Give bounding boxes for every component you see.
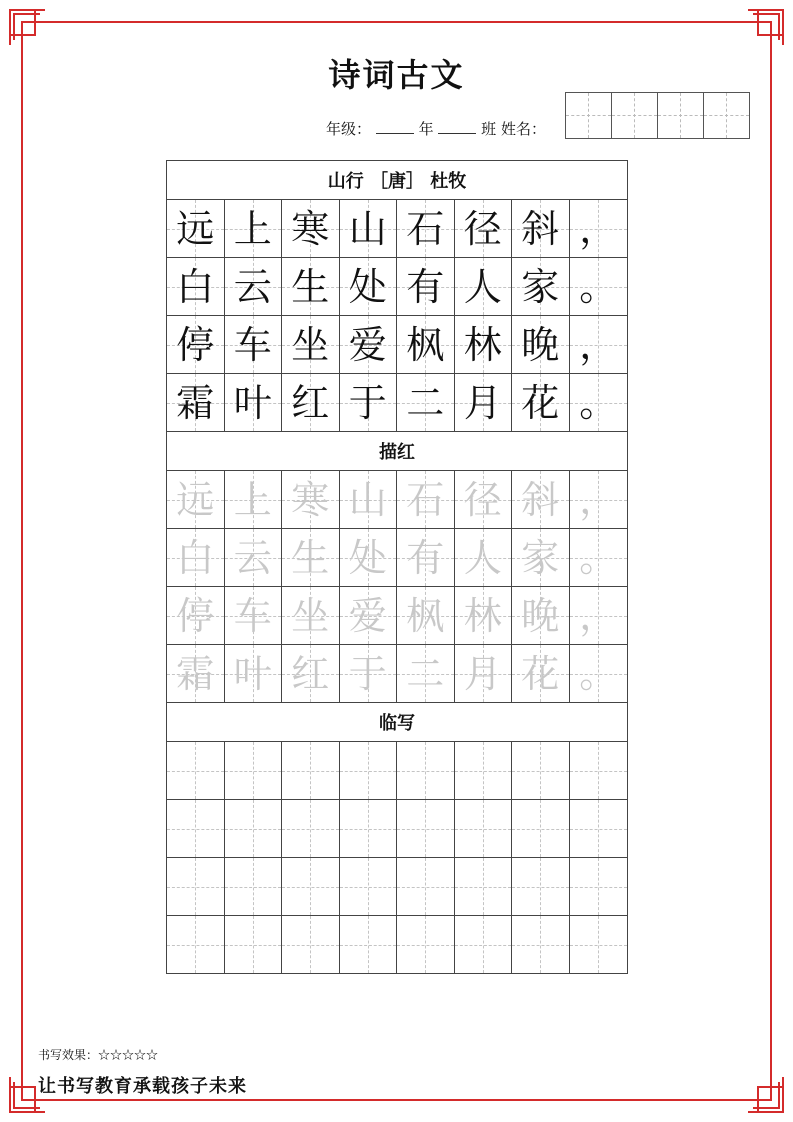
year-label: 年 (418, 120, 434, 138)
trace-cell[interactable] (340, 587, 398, 644)
trace-cell[interactable] (282, 471, 340, 528)
poem-cell (225, 316, 283, 373)
copy-cell[interactable] (225, 858, 283, 915)
trace-header: 描红 (167, 431, 627, 471)
poem-char: 停 (176, 322, 215, 367)
trace-char: 叶 (233, 651, 272, 696)
name-label: 姓名： (500, 120, 546, 138)
trace-char: 云 (233, 535, 272, 580)
copy-cell[interactable] (397, 742, 455, 799)
poem-row (167, 374, 627, 431)
poem-char: 山 (348, 206, 387, 251)
trace-cell[interactable] (282, 587, 340, 644)
poem-cell (397, 200, 455, 257)
trace-char: 白 (176, 535, 215, 580)
copy-cell[interactable] (225, 800, 283, 857)
copy-cell[interactable] (225, 916, 283, 973)
poem-cell (397, 316, 455, 373)
name-cell[interactable] (658, 93, 704, 139)
poem-char: 坐 (291, 322, 330, 367)
trace-char: 。 (579, 535, 618, 580)
poem-cell (282, 258, 340, 315)
trace-cell[interactable] (397, 587, 455, 644)
poem-cell (512, 258, 570, 315)
trace-cell[interactable] (225, 587, 283, 644)
trace-cell[interactable] (570, 471, 628, 528)
poem-cell (512, 200, 570, 257)
poem-cell (282, 316, 340, 373)
trace-char: 爱 (348, 593, 387, 638)
poem-cell (282, 374, 340, 431)
poem-char: 径 (463, 206, 502, 251)
poem-char: 生 (291, 264, 330, 309)
poem-char: 斜 (521, 206, 560, 251)
trace-cell[interactable] (167, 471, 225, 528)
trace-cell[interactable] (225, 529, 283, 586)
copy-cell[interactable] (282, 916, 340, 973)
poem-char: 寒 (291, 206, 330, 251)
poem-cell (167, 200, 225, 257)
poem-cell (340, 316, 398, 373)
trace-char: 坐 (291, 593, 330, 638)
copy-cell[interactable] (570, 742, 628, 799)
copy-block[interactable] (167, 742, 627, 973)
poem-cell (455, 258, 513, 315)
poem-char: 红 (291, 380, 330, 425)
poem-char: 。 (579, 380, 618, 425)
copy-cell[interactable] (455, 916, 513, 973)
poem-char: 白 (176, 264, 215, 309)
grade-label: 年级： (326, 120, 372, 138)
poem-char: 云 (233, 264, 272, 309)
poem-char: 霜 (176, 380, 215, 425)
poem-char: 有 (406, 264, 445, 309)
poem-char: 上 (233, 206, 272, 251)
copy-row (167, 800, 627, 858)
trace-cell[interactable] (397, 645, 455, 702)
copy-cell[interactable] (167, 800, 225, 857)
poem-char: 晚 (521, 322, 560, 367)
trace-char: 于 (348, 651, 387, 696)
trace-cell[interactable] (455, 587, 513, 644)
poem-cell (225, 258, 283, 315)
poem-char: 二 (406, 380, 445, 425)
trace-cell[interactable] (570, 529, 628, 586)
trace-cell[interactable] (512, 587, 570, 644)
copy-cell[interactable] (167, 742, 225, 799)
copy-cell[interactable] (167, 858, 225, 915)
poem-char: 枫 (406, 322, 445, 367)
trace-cell[interactable] (167, 587, 225, 644)
practice-sheet (166, 160, 628, 974)
grade-blank[interactable] (376, 119, 414, 134)
copy-row (167, 858, 627, 916)
trace-char: ， (579, 477, 618, 522)
trace-char: 石 (406, 477, 445, 522)
page-title: 诗词古文 (328, 56, 465, 94)
copy-cell[interactable] (340, 800, 398, 857)
poem-cell (570, 258, 628, 315)
poem-cell (340, 374, 398, 431)
copy-cell[interactable] (397, 858, 455, 915)
trace-char: 红 (291, 651, 330, 696)
trace-cell[interactable] (225, 471, 283, 528)
copy-cell[interactable] (512, 800, 570, 857)
poem-cell (340, 200, 398, 257)
trace-cell[interactable] (455, 645, 513, 702)
trace-char: 径 (463, 477, 502, 522)
copy-cell[interactable] (512, 916, 570, 973)
copy-cell[interactable] (282, 858, 340, 915)
poem-row (167, 258, 627, 316)
poem-cell (167, 316, 225, 373)
poem-char: 于 (348, 380, 387, 425)
poem-char: 处 (348, 264, 387, 309)
trace-char: 枫 (406, 593, 445, 638)
poem-cell (397, 374, 455, 431)
poem-cell (570, 374, 628, 431)
trace-char: 上 (233, 477, 272, 522)
trace-cell[interactable] (167, 529, 225, 586)
trace-cell[interactable] (570, 587, 628, 644)
writing-rating: 书写效果：☆☆☆☆☆ (38, 1048, 159, 1062)
trace-cell[interactable] (340, 471, 398, 528)
copy-header: 临写 (167, 702, 627, 742)
class-blank[interactable] (438, 119, 476, 134)
trace-cell[interactable] (397, 529, 455, 586)
copy-cell[interactable] (570, 916, 628, 973)
trace-char: 寒 (291, 477, 330, 522)
copy-cell[interactable] (455, 858, 513, 915)
poem-char: 叶 (233, 380, 272, 425)
trace-char: 二 (406, 651, 445, 696)
trace-cell[interactable] (167, 645, 225, 702)
name-writing-grid[interactable] (565, 92, 750, 139)
trace-cell[interactable] (282, 529, 340, 586)
poem-char: 人 (463, 264, 502, 309)
trace-cell[interactable] (512, 529, 570, 586)
poem-row (167, 200, 627, 258)
poem-char: 。 (579, 264, 618, 309)
copy-cell[interactable] (282, 800, 340, 857)
trace-char: ， (579, 593, 618, 638)
poem-char: 家 (521, 264, 560, 309)
trace-cell[interactable] (570, 645, 628, 702)
trace-char: 林 (463, 593, 502, 638)
trace-cell[interactable] (455, 529, 513, 586)
poem-char: 爱 (348, 322, 387, 367)
trace-char: 山 (348, 477, 387, 522)
trace-cell[interactable] (225, 645, 283, 702)
copy-cell[interactable] (512, 858, 570, 915)
poem-char: 远 (176, 206, 215, 251)
copy-cell[interactable] (282, 742, 340, 799)
trace-char: 有 (406, 535, 445, 580)
trace-row (167, 471, 627, 529)
poem-cell (455, 200, 513, 257)
poem-cell (167, 374, 225, 431)
copy-cell[interactable] (397, 800, 455, 857)
copy-cell[interactable] (512, 742, 570, 799)
trace-char: 斜 (521, 477, 560, 522)
poem-block (167, 200, 627, 431)
trace-char: 处 (348, 535, 387, 580)
trace-char: 月 (463, 651, 502, 696)
trace-row (167, 529, 627, 587)
trace-char: 花 (521, 651, 560, 696)
trace-row (167, 587, 627, 645)
trace-char: 霜 (176, 651, 215, 696)
poem-char: 林 (463, 322, 502, 367)
copy-cell[interactable] (570, 858, 628, 915)
poem-cell (570, 200, 628, 257)
trace-cell[interactable] (282, 645, 340, 702)
trace-char: 。 (579, 651, 618, 696)
copy-cell[interactable] (167, 916, 225, 973)
trace-cell[interactable] (455, 471, 513, 528)
poem-cell (340, 258, 398, 315)
poem-cell (512, 374, 570, 431)
trace-char: 家 (521, 535, 560, 580)
poem-cell (225, 374, 283, 431)
trace-cell[interactable] (397, 471, 455, 528)
trace-char: 车 (233, 593, 272, 638)
copy-cell[interactable] (570, 800, 628, 857)
poem-cell (570, 316, 628, 373)
trace-cell[interactable] (340, 645, 398, 702)
copy-cell[interactable] (455, 742, 513, 799)
trace-char: 晚 (521, 593, 560, 638)
student-info-line (326, 118, 546, 139)
trace-block (167, 471, 627, 702)
poem-cell (455, 374, 513, 431)
poem-char: ， (579, 206, 618, 251)
copy-row (167, 742, 627, 800)
poem-header: 山行 ［唐］ 杜牧 (167, 161, 627, 200)
name-cell[interactable] (566, 93, 612, 139)
copy-cell[interactable] (340, 858, 398, 915)
trace-cell[interactable] (512, 645, 570, 702)
name-cell[interactable] (704, 93, 750, 139)
poem-char: ， (579, 322, 618, 367)
copy-cell[interactable] (455, 800, 513, 857)
poem-char: 车 (233, 322, 272, 367)
copy-cell[interactable] (225, 742, 283, 799)
poem-cell (455, 316, 513, 373)
poem-char: 石 (406, 206, 445, 251)
copy-cell[interactable] (397, 916, 455, 973)
trace-cell[interactable] (340, 529, 398, 586)
trace-cell[interactable] (512, 471, 570, 528)
copy-row (167, 916, 627, 973)
copy-cell[interactable] (340, 742, 398, 799)
poem-cell (225, 200, 283, 257)
trace-char: 生 (291, 535, 330, 580)
trace-row (167, 645, 627, 702)
poem-cell (282, 200, 340, 257)
poem-char: 月 (463, 380, 502, 425)
trace-char: 人 (463, 535, 502, 580)
poem-row (167, 316, 627, 374)
poem-cell (512, 316, 570, 373)
poem-cell (397, 258, 455, 315)
trace-char: 远 (176, 477, 215, 522)
name-cell[interactable] (612, 93, 658, 139)
footer-slogan: 让书写教育承载孩子未来 (38, 1076, 247, 1097)
class-label: 班 (481, 120, 497, 138)
poem-char: 花 (521, 380, 560, 425)
copy-cell[interactable] (340, 916, 398, 973)
trace-char: 停 (176, 593, 215, 638)
poem-cell (167, 258, 225, 315)
